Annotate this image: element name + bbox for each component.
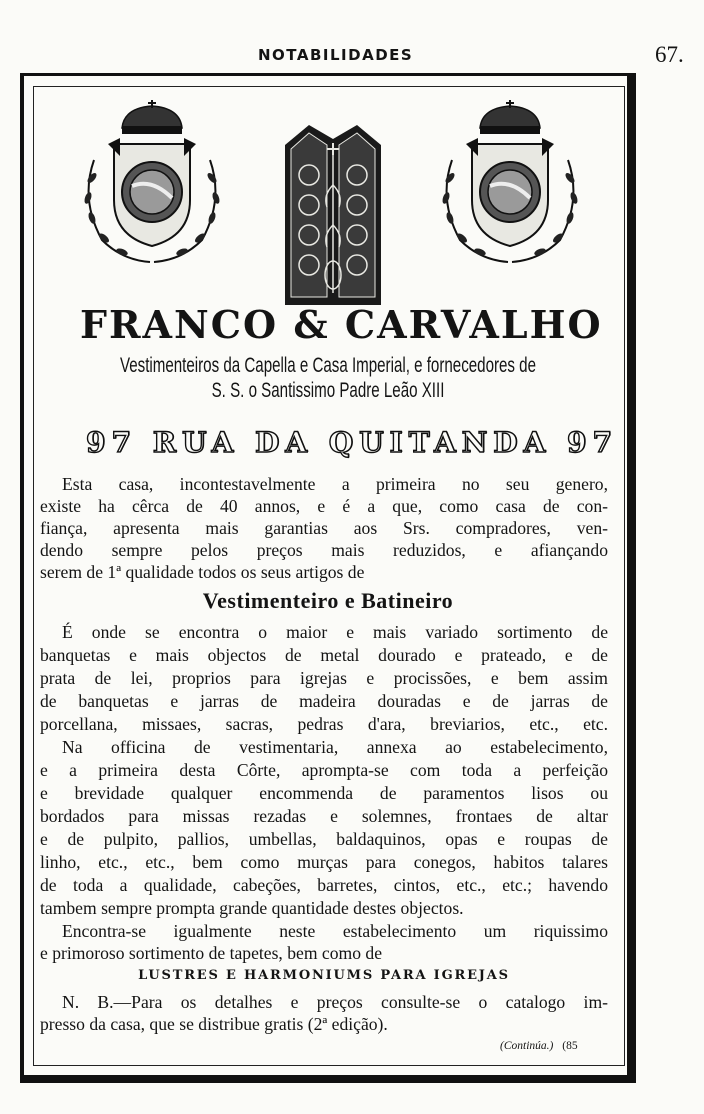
paragraph-line: linho, etc., etc., bem como murças para conegos, habitos talares <box>40 852 608 872</box>
paragraph-line: banquetas e mais objectos de metal dourado e prateado, e de <box>40 645 608 665</box>
paragraph-line: N. B.—Para os detalhes e preços consulte-se o catalogo im- <box>62 992 608 1012</box>
paragraph-line: Esta casa, incontestavelmente a primeira no seu genero, <box>62 474 608 494</box>
subtitle-line-1: Vestimenteiros da Capella e Casa Imperial, e fornecedores de <box>119 354 537 377</box>
paragraph-line: prata de lei, proprios para igrejas e procissões, e bem assim <box>40 668 608 688</box>
paragraph-line: serem de 1ª qualidade todos os seus artigos de <box>40 562 365 582</box>
imperial-crest-right-icon <box>430 100 590 270</box>
paragraph-line: bordados para missas rezadas e solemnes, frontaes de altar <box>40 806 608 826</box>
lustres-heading: LUSTRES E HARMONIUMS PARA IGREJAS <box>138 968 510 983</box>
paragraph-line: fiança, apresenta mais garantias aos Srs. compradores, ven- <box>40 518 608 538</box>
street-address: 97 RUA DA QUITANDA 97 <box>85 426 618 459</box>
paragraph-line: É onde se encontra o maior e mais variado sortimento de <box>62 622 608 642</box>
imperial-crest-left-icon <box>72 100 232 270</box>
paragraph-line: e a primeira desta Côrte, aprompta-se com toda a perfeição <box>40 760 608 780</box>
subtitle-line-2: S. S. o Santissimo Padre Leão XIII <box>211 379 445 402</box>
paragraph-line: Na officina de vestimentaria, annexa ao estabelecimento, <box>62 737 608 757</box>
paragraph-line: de toda a qualidade, cabeções, barretes, cintos, etc., etc.; havendo <box>40 875 608 895</box>
running-title: NOTABILIDADES <box>258 46 414 64</box>
trade-heading: Vestimenteiro e Batineiro <box>202 588 454 613</box>
continued-label: (Continúa.) <box>500 1040 554 1052</box>
paragraph-line: Encontra-se igualmente neste estabelecimento um riquissimo <box>62 921 608 941</box>
paragraph-line: de banquetas e jarras de madeira douradas e de jarras de <box>40 691 608 711</box>
continued-note <box>500 1040 578 1052</box>
paragraph-line: tambem sempre prompta grande quantidade destes objectos. <box>40 898 464 918</box>
paragraph-line: e primoroso sortimento de tapetes, bem como de <box>40 943 383 963</box>
continued-ref: (85 <box>562 1040 578 1052</box>
firm-name: FRANCO & CARVALHO <box>80 302 603 347</box>
paragraph-line: dendo sempre pelos preços mais reduzidos, e afiançando <box>40 540 608 560</box>
paragraph-line: porcellana, missaes, sacras, pedras d'ara, breviarios, etc., etc. <box>40 714 608 734</box>
running-head <box>0 42 704 68</box>
paragraph-line: e brevidade qualquer encommenda de paramentos lisos ou <box>40 783 608 803</box>
paragraph-line: existe ha cêrca de 40 annos, e é a que, como casa de con- <box>40 496 608 516</box>
paragraph-line: e de pulpito, pallios, umbellas, baldaquinos, opas e roupas de <box>40 829 608 849</box>
paragraph-line: presso da casa, que se distribue gratis (2ª edição). <box>40 1014 388 1034</box>
monogram-icon <box>283 115 383 311</box>
page-number: 67. <box>655 42 684 67</box>
